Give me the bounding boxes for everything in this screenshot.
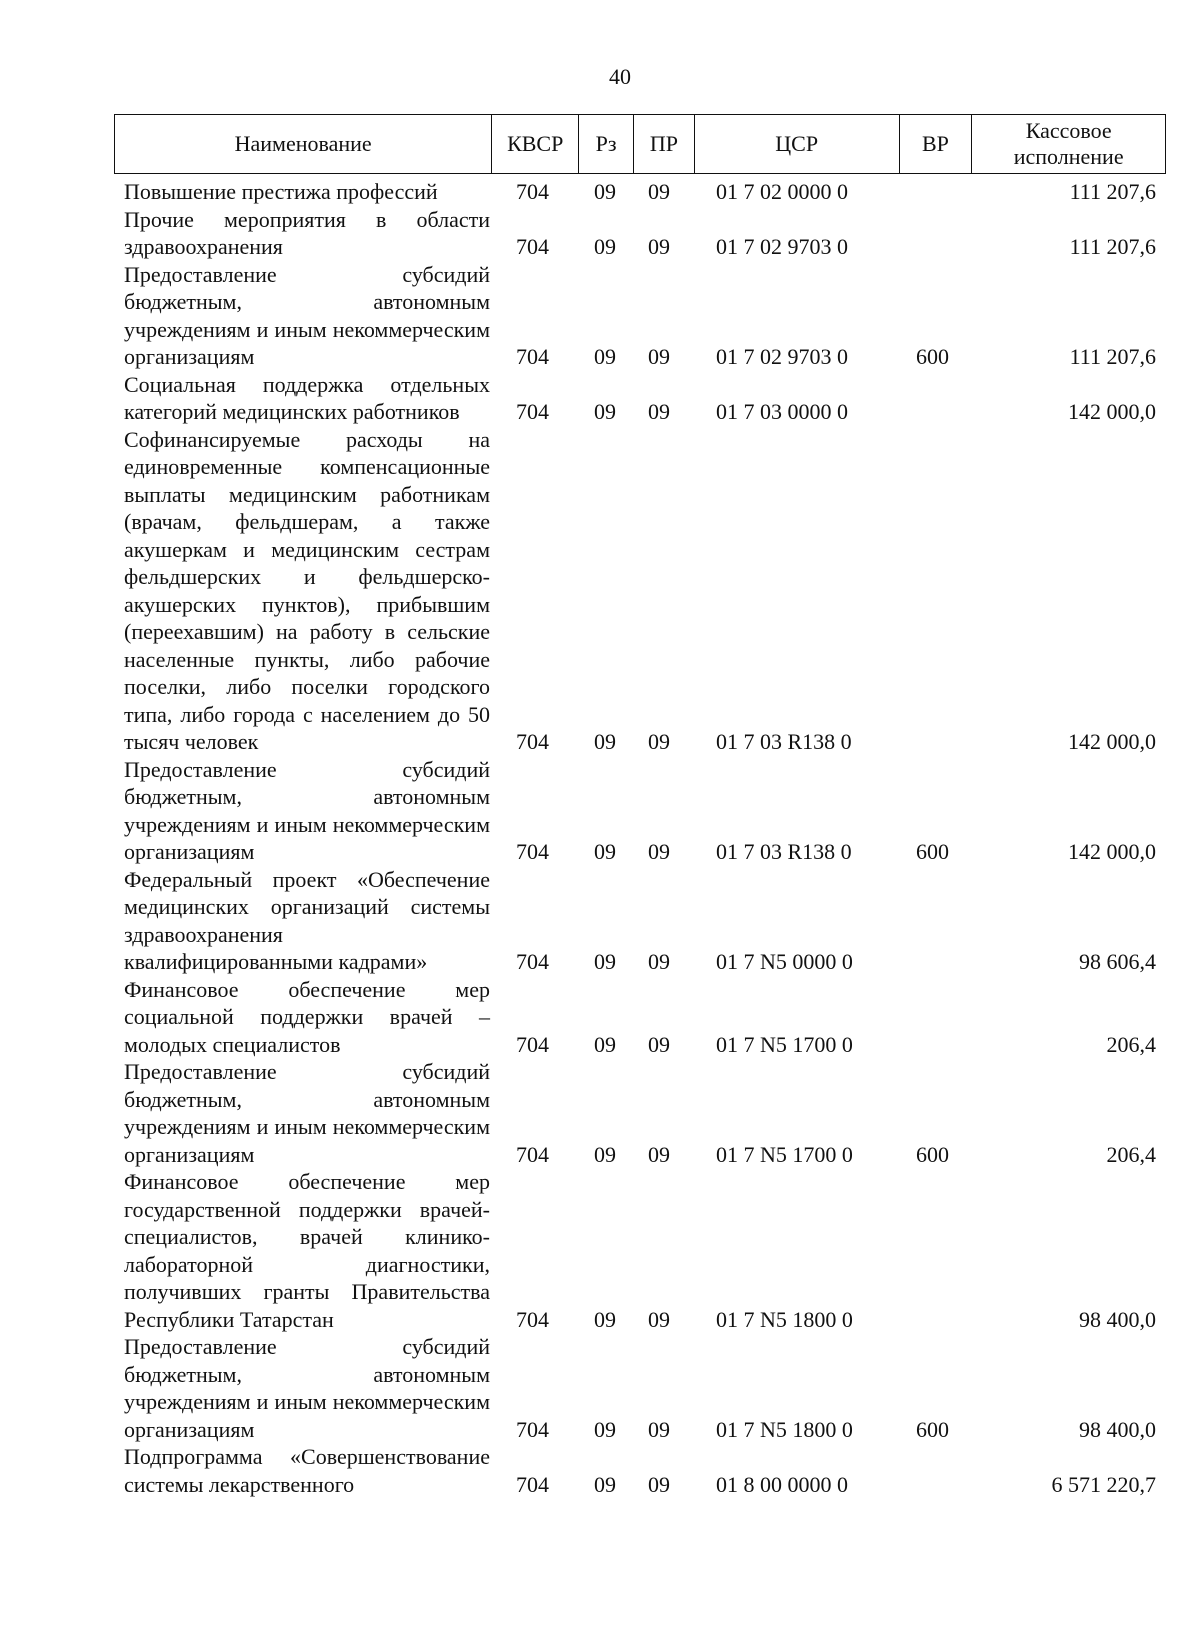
- row-vr: 600: [916, 839, 949, 864]
- row-rz: 09: [594, 1141, 616, 1167]
- row-kvsr: 704: [516, 949, 549, 974]
- row-kvsr: 704: [516, 234, 549, 259]
- row-vr: 600: [916, 344, 949, 369]
- row-name: Финансовое обеспечение мер государственной поддержки врачей-специалистов, врачей клинико-лабораторной диагностики, получивших гранты Правительства Республики Татарстан: [124, 1169, 490, 1332]
- page-number: 40: [609, 64, 631, 89]
- row-sum: 142 000,0: [1068, 399, 1156, 424]
- row-sum: 206,4: [1106, 1031, 1156, 1057]
- row-pr: 09: [648, 1306, 670, 1332]
- row-rz: 09: [594, 949, 616, 974]
- table-row: [114, 371, 1166, 426]
- row-pr: 09: [648, 1416, 670, 1442]
- header-pr: ПР: [634, 115, 695, 173]
- header-sum-line1: Кассовое: [1025, 118, 1112, 143]
- row-pr: 09: [648, 729, 670, 754]
- row-csr: 01 7 N5 0000 0: [716, 949, 853, 974]
- row-kvsr: 704: [516, 1031, 549, 1057]
- row-kvsr: 704: [516, 1416, 549, 1442]
- header-rz: Рз: [579, 115, 634, 173]
- table-header: [114, 114, 1166, 174]
- row-csr: 01 7 02 9703 0: [716, 234, 848, 259]
- row-pr: 09: [648, 1141, 670, 1167]
- row-pr: 09: [648, 839, 670, 864]
- row-csr: 01 7 03 0000 0: [716, 399, 848, 424]
- row-pr: 09: [648, 949, 670, 974]
- row-rz: 09: [594, 1031, 616, 1057]
- row-csr: 01 7 03 R138 0: [716, 839, 852, 864]
- row-sum: 111 207,6: [1069, 234, 1156, 259]
- header-name: Наименование: [115, 115, 492, 173]
- row-sum: 98 606,4: [1079, 949, 1156, 974]
- row-csr: 01 7 03 R138 0: [716, 729, 852, 754]
- row-sum: 142 000,0: [1068, 729, 1156, 754]
- row-pr: 09: [648, 234, 670, 259]
- row-name: Повышение престижа профессий: [124, 179, 438, 204]
- table-row: [114, 178, 1166, 206]
- row-kvsr: 704: [516, 344, 549, 369]
- row-pr: 09: [648, 344, 670, 369]
- row-sum: 111 207,6: [1069, 179, 1156, 204]
- table-row: [114, 1333, 1166, 1443]
- row-sum: 6 571 220,7: [1051, 1471, 1156, 1497]
- row-kvsr: 704: [516, 1306, 549, 1332]
- header-sum: [972, 115, 1165, 173]
- row-kvsr: 704: [516, 839, 549, 864]
- row-pr: 09: [648, 1031, 670, 1057]
- row-csr: 01 7 N5 1800 0: [716, 1306, 853, 1332]
- row-csr: 01 7 N5 1700 0: [716, 1141, 853, 1167]
- row-vr: 600: [916, 1141, 949, 1167]
- row-name: Федеральный проект «Обеспечение медицинских организаций системы здравоохранения квалифицированными кадрами»: [124, 866, 490, 974]
- row-vr: 600: [916, 1416, 949, 1442]
- row-name: Предоставление субсидий бюджетным, автономным учреждениям и иным некоммерческим организациям: [124, 261, 490, 369]
- row-pr: 09: [648, 399, 670, 424]
- row-kvsr: 704: [516, 179, 549, 204]
- row-name: Предоставление субсидий бюджетным, автономным учреждениям и иным некоммерческим организациям: [124, 1334, 490, 1442]
- row-pr: 09: [648, 179, 670, 204]
- table-row: [114, 261, 1166, 371]
- row-csr: 01 7 02 9703 0: [716, 344, 848, 369]
- row-rz: 09: [594, 729, 616, 754]
- table-row: [114, 866, 1166, 976]
- row-rz: 09: [594, 344, 616, 369]
- row-kvsr: 704: [516, 729, 549, 754]
- header-vr: ВР: [900, 115, 973, 173]
- row-csr: 01 7 N5 1700 0: [716, 1031, 853, 1057]
- row-sum: 98 400,0: [1079, 1416, 1156, 1442]
- row-name: Социальная поддержка отдельных категорий медицинских работников: [124, 371, 490, 424]
- row-sum: 206,4: [1106, 1141, 1156, 1167]
- row-rz: 09: [594, 1306, 616, 1332]
- header-sum-line2: исполнение: [1013, 144, 1124, 169]
- row-sum: 98 400,0: [1079, 1306, 1156, 1332]
- header-csr: ЦСР: [695, 115, 900, 173]
- row-rz: 09: [594, 399, 616, 424]
- row-name: Финансовое обеспечение мер социальной поддержки врачей – молодых специалистов: [124, 976, 490, 1057]
- row-csr: 01 7 02 0000 0: [716, 179, 848, 204]
- table-row: [114, 1058, 1166, 1168]
- row-name: Прочие мероприятия в области здравоохранения: [124, 206, 490, 259]
- table-row: [114, 1168, 1166, 1333]
- row-rz: 09: [594, 1471, 616, 1497]
- row-rz: 09: [594, 1416, 616, 1442]
- row-csr: 01 8 00 0000 0: [716, 1471, 848, 1497]
- row-kvsr: 704: [516, 1141, 549, 1167]
- row-name: Софинансируемые расходы на единовременные компенсационные выплаты медицинским работникам (врачам, фельдшерам, а также акушеркам и медицинским сестрам фельдшерских и фельдшерско-акушерских пунктов), прибывшим (переехавшим) на работу в сельские населенные пункты, либо рабочие поселки, либо поселки городского типа, либо города с населением до 50 тысяч человек: [124, 426, 490, 754]
- table-row: [114, 426, 1166, 756]
- row-name: Предоставление субсидий бюджетным, автономным учреждениям и иным некоммерческим организациям: [124, 1059, 490, 1167]
- row-csr: 01 7 N5 1800 0: [716, 1416, 853, 1442]
- table-row: [114, 1443, 1166, 1498]
- row-sum: 111 207,6: [1069, 344, 1156, 369]
- row-name: Подпрограмма «Совершенствование системы лекарственного: [124, 1444, 490, 1497]
- row-rz: 09: [594, 179, 616, 204]
- row-kvsr: 704: [516, 399, 549, 424]
- row-kvsr: 704: [516, 1471, 549, 1497]
- row-rz: 09: [594, 839, 616, 864]
- table-row: [114, 756, 1166, 866]
- row-rz: 09: [594, 234, 616, 259]
- row-sum: 142 000,0: [1068, 839, 1156, 864]
- table-row: [114, 206, 1166, 261]
- header-kvsr: КВСР: [492, 115, 579, 173]
- table-body: [114, 178, 1166, 1498]
- row-name: Предоставление субсидий бюджетным, автономным учреждениям и иным некоммерческим организациям: [124, 756, 490, 864]
- row-pr: 09: [648, 1471, 670, 1497]
- table-row: [114, 976, 1166, 1059]
